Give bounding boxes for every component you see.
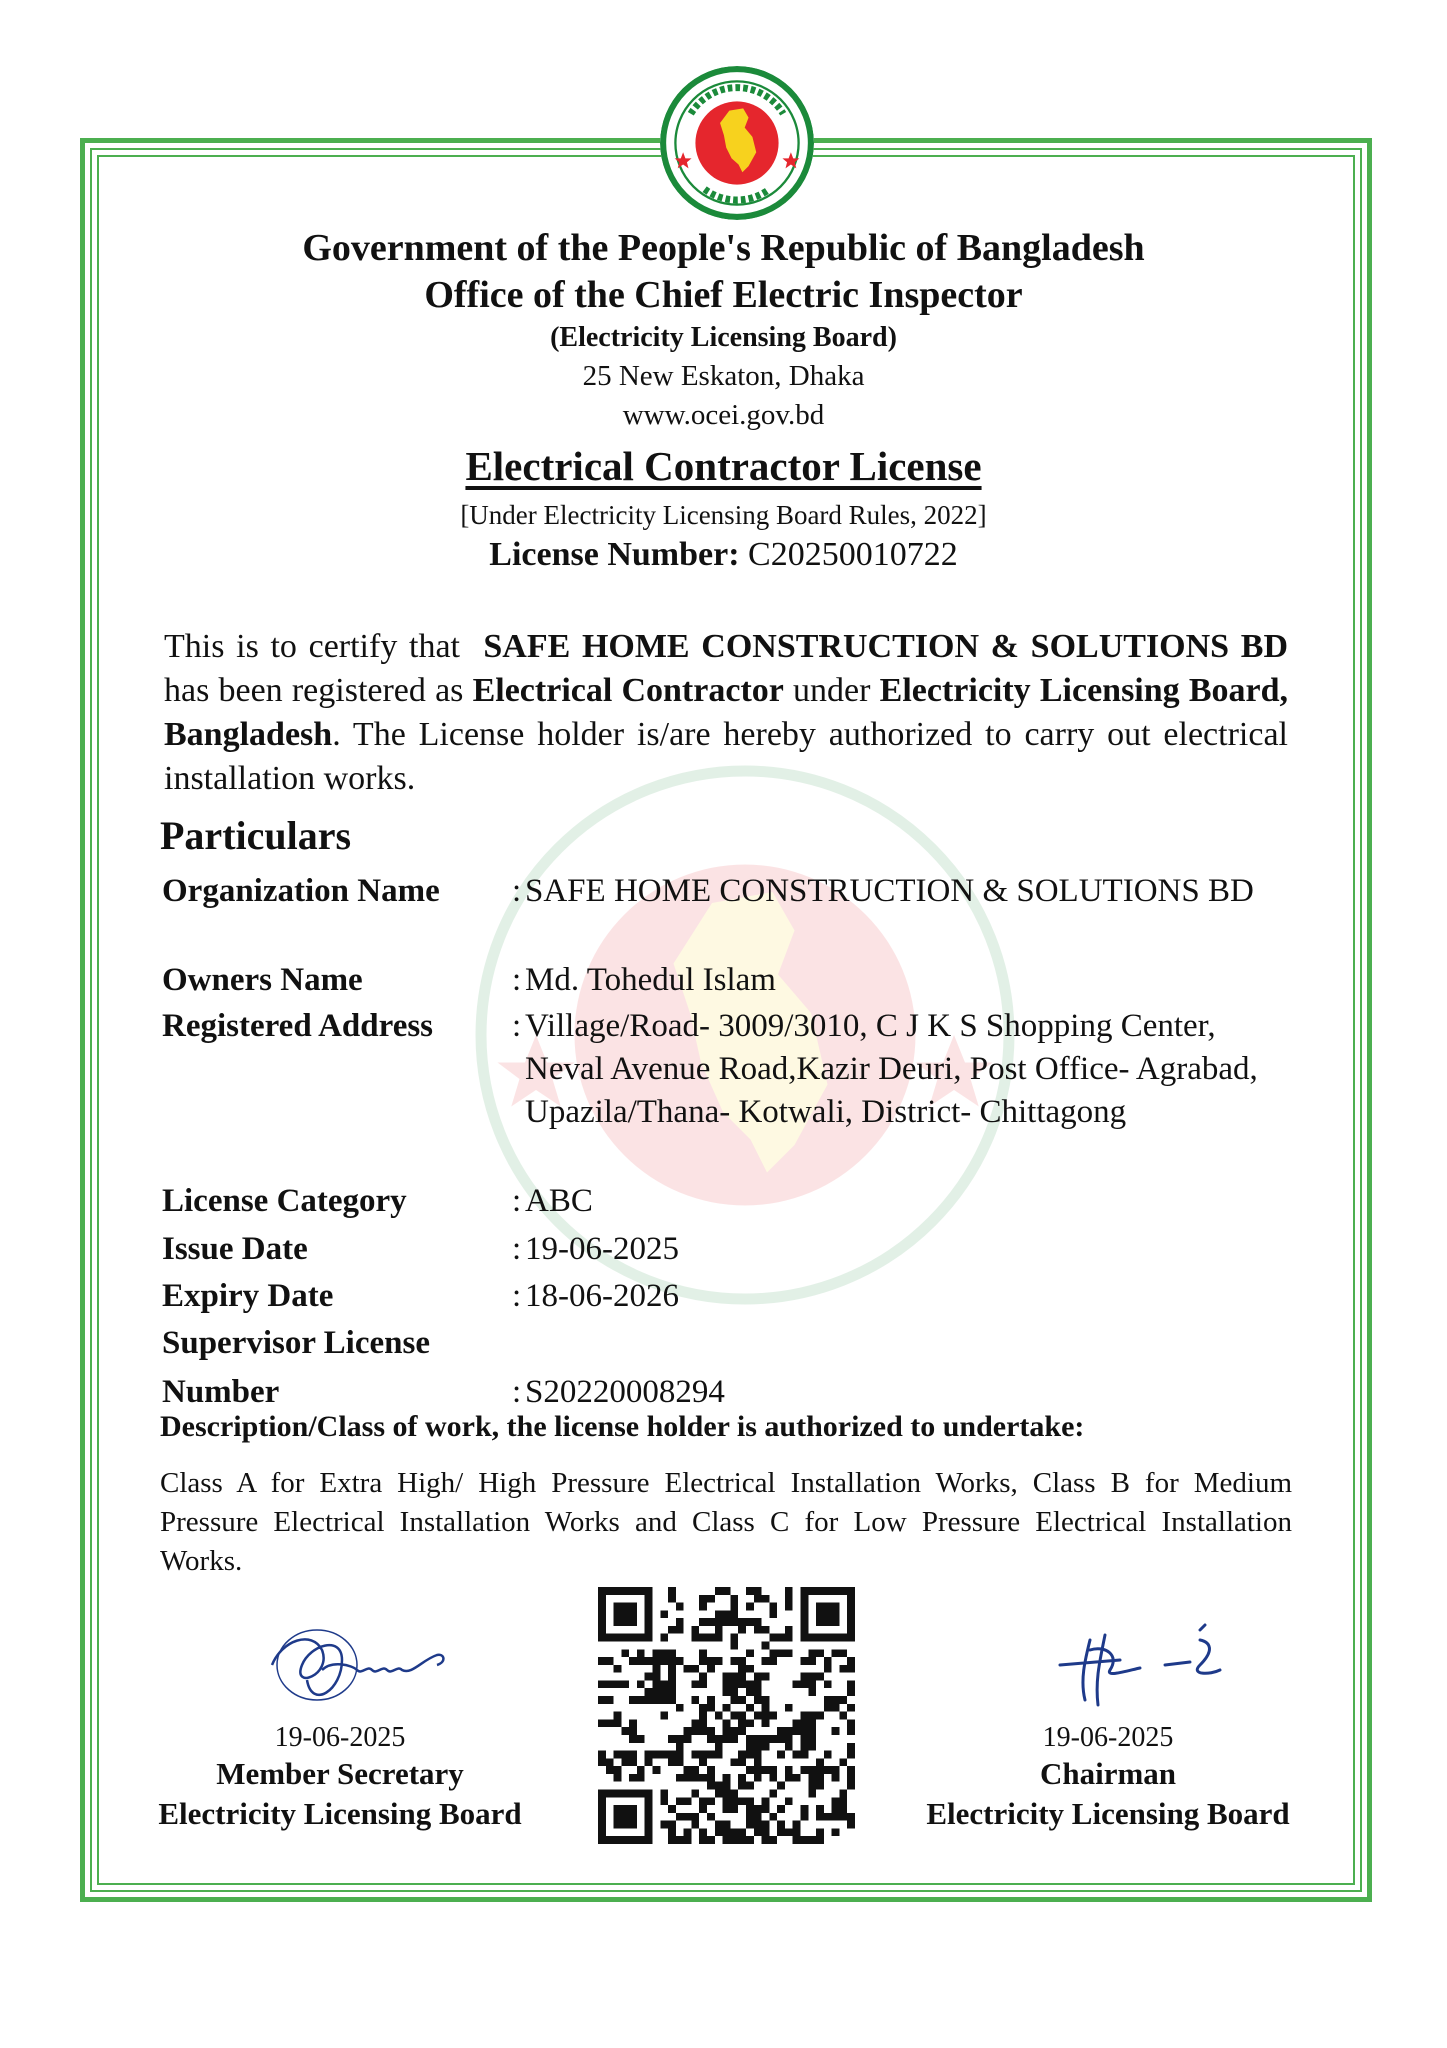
office-heading: Office of the Chief Electric Inspector — [424, 274, 1023, 316]
cert-authority: Electricity Licensing Board, Bangladesh — [164, 672, 1289, 753]
chairman-org: Electricity Licensing Board — [926, 1796, 1290, 1831]
chairman-date: 19-06-2025 — [1042, 1722, 1174, 1753]
member-secretary-signature-icon — [262, 1620, 452, 1720]
description-heading: Description/Class of work, the license holder is authorized to undertake: — [160, 1410, 1085, 1443]
supervisor-license-label-line1: Supervisor License — [162, 1325, 430, 1361]
owners-name-label: Owners Name — [162, 962, 363, 998]
description-text: Class A for Extra High/ High Pressure Electrical Installation Works, Class B for Medium Pressure Electrical Installation Works and Class C for Low Pressure Electrical Installation Works. — [160, 1467, 1292, 1577]
registered-address-label: Registered Address — [162, 1008, 434, 1044]
registered-address-value: Village/Road- 3009/3010, C J K S Shopping Center, Neval Avenue Road,Kazir Deuri, Post Office- Agrabad, Upazila/Thana- Kotwali, District- Chittagong — [525, 1008, 1258, 1130]
member-secretary-role: Member Secretary — [216, 1756, 464, 1791]
member-secretary-org: Electricity Licensing Board — [158, 1796, 522, 1831]
license-category-value: ABC — [525, 1183, 593, 1219]
issue-date-value: 19-06-2025 — [525, 1231, 679, 1267]
qr-code-icon — [598, 1587, 855, 1844]
owners-name-value: Md. Tohedul Islam — [525, 962, 776, 998]
member-secretary-block — [110, 1722, 570, 1834]
colon: : — [512, 873, 522, 909]
cert-role: Electrical Contractor — [472, 672, 784, 709]
supervisor-license-value: S20220008294 — [525, 1374, 725, 1410]
expiry-date-label: Expiry Date — [162, 1278, 334, 1314]
colon: : — [512, 1374, 522, 1410]
colon: : — [512, 962, 522, 998]
cert-text-2: has been registered as — [164, 672, 464, 709]
board-heading: (Electricity Licensing Board) — [550, 322, 897, 353]
issue-date-label: Issue Date — [162, 1231, 308, 1267]
document-title: Electrical Contractor License — [465, 443, 982, 489]
government-seal-icon — [660, 66, 814, 220]
particulars-heading: Particulars — [160, 813, 352, 858]
supervisor-license-label — [162, 1322, 502, 1414]
license-number-line — [0, 536, 1447, 574]
license-category-label: License Category — [162, 1183, 407, 1219]
cert-text-4: . The License holder is/are hereby authorized to carry out electrical installation works. — [164, 716, 1288, 797]
office-address: 25 New Eskaton, Dhaka — [582, 360, 865, 392]
expiry-date-value: 18-06-2026 — [525, 1278, 679, 1314]
chairman-signature-icon — [1050, 1620, 1230, 1715]
government-heading: Government of the People's Republic of Bangladesh — [302, 227, 1145, 269]
member-secretary-date: 19-06-2025 — [274, 1722, 406, 1753]
supervisor-license-label-line2: Number — [162, 1374, 280, 1410]
colon: : — [512, 1183, 522, 1219]
certification-paragraph — [164, 625, 1288, 801]
cert-org-name: SAFE HOME CONSTRUCTION & SOLUTIONS BD — [483, 628, 1288, 665]
organization-name-value: SAFE HOME CONSTRUCTION & SOLUTIONS BD — [525, 873, 1254, 909]
cert-text-3: under — [793, 672, 871, 709]
license-number-label: License Number: — [489, 536, 740, 573]
chairman-role: Chairman — [1039, 1756, 1177, 1791]
cert-text-1: This is to certify that — [164, 628, 460, 665]
organization-name-label: Organization Name — [162, 873, 440, 909]
document-rules: [Under Electricity Licensing Board Rules, 2022] — [460, 500, 987, 530]
license-number-value: C20250010722 — [748, 536, 958, 573]
office-website: www.ocei.gov.bd — [622, 399, 825, 431]
colon: : — [512, 1231, 522, 1267]
chairman-block — [878, 1722, 1338, 1834]
colon: : — [512, 1008, 522, 1044]
colon: : — [512, 1278, 522, 1314]
